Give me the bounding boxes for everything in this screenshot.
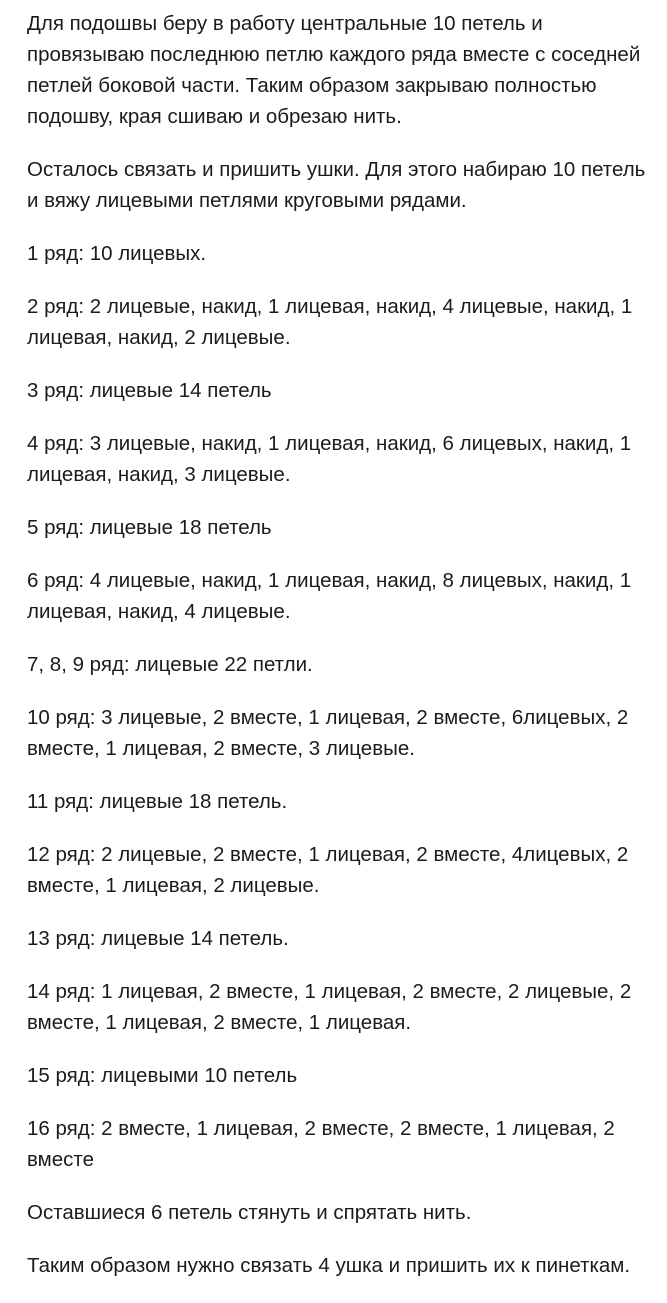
paragraph-row-12: 12 ряд: 2 лицевые, 2 вместе, 1 лицевая, 2 вместе, 4лицевых, 2 вместе, 1 лицевая, 2 лицевые. xyxy=(27,843,629,897)
paragraph-row-13: 13 ряд: лицевые 14 петель. xyxy=(27,927,289,950)
paragraph-row-7-9: 7, 8, 9 ряд: лицевые 22 петли. xyxy=(27,653,313,676)
paragraph-row-14: 14 ряд: 1 лицевая, 2 вместе, 1 лицевая, 2 вместе, 2 лицевые, 2 вместе, 1 лицевая, 2 вместе, 1 лицевая. xyxy=(27,980,632,1034)
paragraph-row-11: 11 ряд: лицевые 18 петель. xyxy=(27,790,288,813)
paragraph-row-5: 5 ряд: лицевые 18 петель xyxy=(27,516,272,539)
paragraph-row-4: 4 ряд: 3 лицевые, накид, 1 лицевая, накид, 6 лицевых, накид, 1 лицевая, накид, 3 лицевые. xyxy=(27,432,632,486)
paragraph-finish: Оставшиеся 6 петель стянуть и спрятать нить. xyxy=(27,1201,472,1224)
paragraph-row-10: 10 ряд: 3 лицевые, 2 вместе, 1 лицевая, 2 вместе, 6лицевых, 2 вместе, 1 лицевая, 2 вместе, 3 лицевые. xyxy=(27,706,629,760)
paragraph-ears-intro: Осталось связать и пришить ушки. Для этого набираю 10 петель и вяжу лицевыми петлями круговыми рядами. xyxy=(27,158,646,212)
paragraph-row-1: 1 ряд: 10 лицевых. xyxy=(27,242,207,265)
paragraph-row-3: 3 ряд: лицевые 14 петель xyxy=(27,379,272,402)
paragraph-row-15: 15 ряд: лицевыми 10 петель xyxy=(27,1064,298,1087)
paragraph-row-2: 2 ряд: 2 лицевые, накид, 1 лицевая, накид, 4 лицевые, накид, 1 лицевая, накид, 2 лицевые. xyxy=(27,295,633,349)
paragraph-sole: Для подошвы беру в работу центральные 10 петель и провязываю последнюю петлю каждого ряда вместе с соседней петлей боковой части. Таким образом закрываю полностью подошву, края сшиваю и обрезаю нить. xyxy=(27,12,641,128)
paragraph-row-6: 6 ряд: 4 лицевые, накид, 1 лицевая, накид, 8 лицевых, накид, 1 лицевая, накид, 4 лицевые. xyxy=(27,569,632,623)
paragraph-conclusion: Таким образом нужно связать 4 ушка и пришить их к пинеткам. xyxy=(27,1254,631,1277)
paragraph-row-16: 16 ряд: 2 вместе, 1 лицевая, 2 вместе, 2 вместе, 1 лицевая, 2 вместе xyxy=(27,1117,615,1171)
instructions-text xyxy=(27,8,652,1303)
